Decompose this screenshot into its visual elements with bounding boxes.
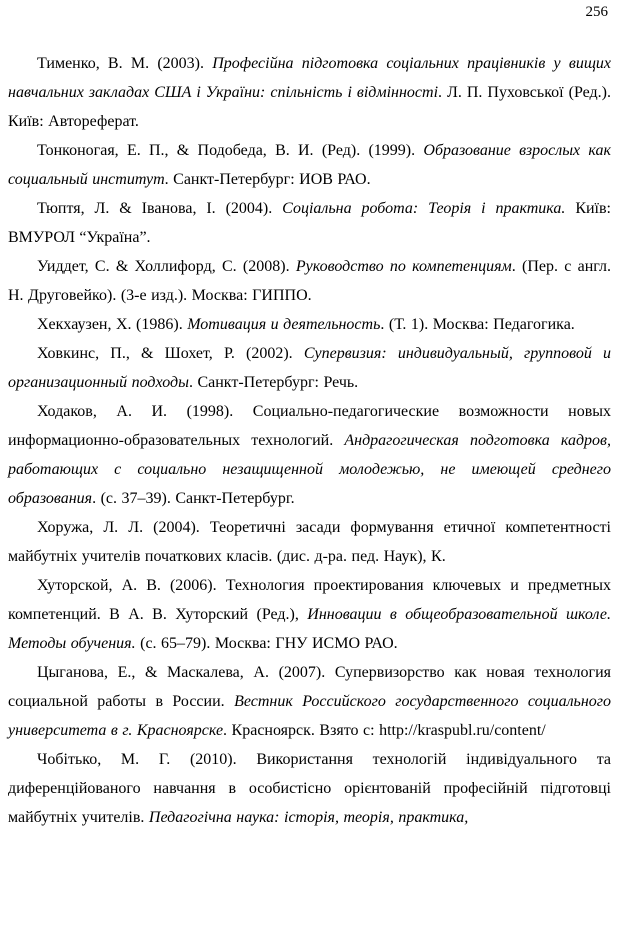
reference-title-italic: Руководство по компетенциям [295,258,512,275]
reference-title-italic: Професійна підготовка соціальних працівників у вищих навчальних закладах США і України: спільність і відмінності [8,55,611,101]
reference-entry [8,339,611,397]
reference-text: . Санкт-Петербург: ИОВ РАО. [164,171,371,188]
reference-text: . Л. П. Пуховської (Ред.). Київ: Автореферат. [8,84,611,130]
reference-title-italic: Андрагогическая подготовка кадров, работающих с социально незащищенной молодежью, не имеющей среднего образования [8,432,611,507]
reference-text: Хекхаузен, Х. (1986). [37,316,188,333]
reference-text: Ховкинс, П., & Шохет, Р. (2002). [37,345,304,362]
reference-entry [8,513,611,571]
reference-entry [8,252,611,310]
reference-text: Тименко, В. М. (2003). [37,55,213,72]
reference-text: Цыганова, Е., & Маскалева, А. (2007). Супервизорство как новая технология социальной работы в России. [8,664,611,710]
reference-text: . (Т. 1). Москва: Педагогика. [380,316,575,333]
reference-text: (с. 65–79). Москва: ГНУ ИСМО РАО. [135,635,398,652]
references-list [8,49,611,832]
reference-entry [8,136,611,194]
reference-entry [8,310,611,339]
reference-text: Хоружа, Л. Л. (2004). Теоретичні засади формування етичної компетентності майбутніх учителів початкових класів. (дис. д-ра. пед. Наук), К. [8,519,611,565]
reference-title-italic: Вестник Российского государственного социального университета в г. Красноярске [8,693,612,739]
reference-entry [8,745,611,832]
reference-entry [8,194,611,252]
reference-text: Тюптя, Л. & Іванова, І. (2004). [37,200,283,217]
reference-title-italic: Образование взрослых как социальный институт [8,142,611,188]
reference-title-italic: Соціальна робота: Теорія і практика. [282,200,576,217]
reference-title-italic: Супервизия: индивидуальный, групповой и организационный подходы [8,345,612,391]
reference-text: . (с. 37–39). Санкт-Петербург. [92,490,295,507]
reference-text: Київ: ВМУРОЛ “Україна”. [8,200,611,246]
reference-entry [8,49,611,136]
reference-entry [8,571,611,658]
reference-text: Хуторской, А. В. (2006). Технология проектирования ключевых и предметных компетенций. В А. В. Хуторский (Ред.), [8,577,611,623]
page-number: 256 [585,4,608,20]
reference-text: . (Пер. с англ. Н. Друговейко). (3-е изд.). Москва: ГИППО. [8,258,612,304]
reference-entry [8,397,611,513]
reference-title-italic: Мотивация и деятельность [187,316,381,333]
reference-text: Чобітько, М. Г. (2010). Використання технологій індивідуального та диференційованого навчання в особистісно орієнтованій професійній підготовці майбутніх учителів. [8,751,611,826]
reference-text: . Красноярск. Взято с: http://kraspubl.ru/content/ [223,722,546,739]
reference-text: Уиддет, С. & Холлифорд, С. (2008). [37,258,296,275]
reference-title-italic: Педагогічна наука: історія, теорія, практика, [148,809,469,826]
reference-text: Ходаков, А. И. (1998). Социально-педагогические возможности новых информационно-образовательных технологий. [8,403,611,449]
reference-entry [8,658,611,745]
reference-text: . Санкт-Петербург: Речь. [188,374,359,391]
reference-title-italic: Инновации в общеобразовательной школе. Методы обучения. [8,606,611,652]
reference-text: Тонконогая, Е. П., & Подобеда, В. И. (Ред). (1999). [37,142,424,159]
